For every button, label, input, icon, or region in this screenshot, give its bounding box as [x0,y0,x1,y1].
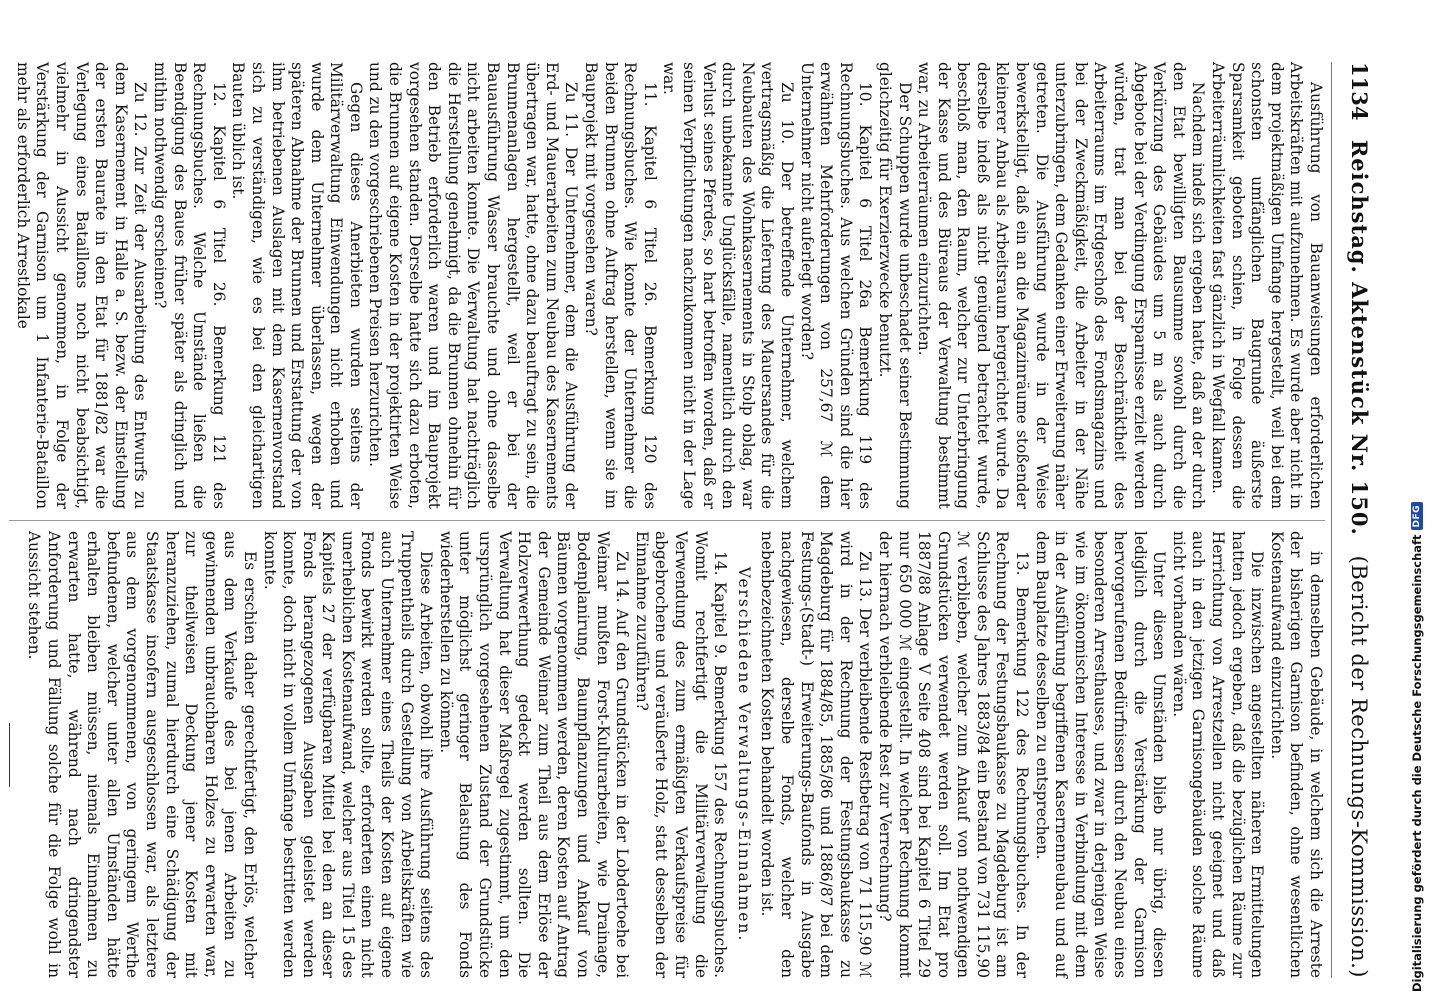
paragraph: Nachdem indeß sich ergeben hatte, daß an der durch den Etat bewilligten Bausumme sowohl durch die Verkürzung des Gebäudes um 5 m als auch durch Abgebote bei der Verdingung Ersparnisse erzielt werden würden, trat man bei der Beschränktheit des Arbeiterraums im Erdgeschoß des Fondsmagazins und bei der Zweckmäßigkeit, die Arbeiter in der Nähe unterzubringen, dem Gedanken einer Erweiterung näher getreten. Die Ausführung wurde in der Weise bewerkstelligt, daß ein an die Magazinräume stoßender kleinerer Anbau als Arbeitsraum hergerichtet wurde. Da derselbe indeß als nicht genügend betrachtet wurde, beschloß man, den Raum, welcher zur Unterbringung der Kasse und des Büreaus der Verwaltung bestimmt war, zu Arbeiterräumen einzurichten. [915,62,1208,510]
banner-text-row [1402,0,1432,1000]
text-columns [9,62,1325,978]
running-title: Reichstag. Aktenstück Nr. 150. [1347,139,1372,536]
digitization-banner [1402,0,1432,1000]
question-answer-item: 11. Kapitel 6 Titel 26. Bemerkung 120 des Rechnungsbuches. Wie konnte der Unternehmer die beiden Brunnen ohne Auftrag herstellen, wenn sie im Bauprojekt mit vorgesehen waren? [582,62,659,509]
left-column [9,62,1325,509]
running-subtitle: (Bericht der Rechnungs-Kommission.) [1347,555,1371,978]
column-divider [9,520,1325,521]
paragraph: in demselben Gebäude, in welchem sich die Arreste der bisherigen Garnison befinden, ohne wesentlichen Kostenaufwand einzurichten. [1267,531,1325,978]
question-answer-item: Es erschien daher gerechtfertigt, den Erlös, welcher aus dem Verkaufe des bei jenen Arbeiten zu gewinnenden unbrauchbaren Holzes zu erwarten war, zur theilweisen Deckung jener Kosten mit heranzuziehen, zumal hierdurch eine Schädigung der Staatskasse insofern ausgeschlossen war, als letztere aus dem vorgenommenen, von geringem Werthe befundenen, welcher unter allen Umständen hätte erhalten bleiben müssen, niemals Einnahmen zu erwarten hatte, während nach dringendster Anforderung und Fällung solche für die Folge wohl in Aussicht stehen. [25,531,259,978]
dfg-logo: DFG [1411,502,1423,531]
paragraph: Unter diesen Umständen blieb nur übrig, diesen lediglich durch die Verstärkung der Garnison hervorgerufenen Bedürfnissen durch den Neubau eines besonderen Arresthauses, und zwar in derjenigen Weise wie im ökonomischen Interesse in Verbindung mit dem in der Ausführung begriffenen Kasernenneubau und auf dem Bauplatze desselben zu entsprechen. [1032,531,1169,978]
banner-text: Digitalisierung gefördert durch die Deutsche Forschungsgemeinschaft [1410,534,1424,992]
question-answer-item: Zu 13. Der verbleibende Restbetrag von 71 115,90 ℳ wird in der Rechnung der Festungsbaukasse zu Magdeburg für 1884/85, 1885/86 und 1886/87 bei dem Festungs-(Stadt-) Erweiterungs-Baufonds in Ausgabe nachgewiesen, derselbe Fonds, welcher den nebenbezeichneten Kosten behandelt worden ist. [758,531,875,978]
question-answer-item: 12. Kapitel 6 Titel 26. Bemerkung 121 des Rechnungsbuches. Welche Umstände ließen die Beendigung des Baues früher später als dringlich und mithin nothwendig erscheinen? [150,62,228,509]
paragraph: Ausführung von Bauanweisungen erforderlichen Arbeitskräften mit aufzunehmen. Es wurde aber nicht in dem projektmäßigen Umfange hergestellt, weil bei dem schonsten umfänglichen Baugrunde äußerste Sparsamkeit geboten schien, in Folge dessen die Arbeiterräumlichkeiten fast gänzlich in Wegfall kamen. [1209,62,1325,509]
page-number: 1134 [1347,62,1372,121]
question-answer-item: Diese Arbeiten, obwohl ihre Ausführung seitens des Truppentheils durch Gestellung von Arbeitskräften wie auch Unternehmer eines Theils der Kosten auf eigene Fonds bewirkt werden sollte, erforderten einen nicht unerheblichen Kostenaufwand, welcher aus Titel 15 des Kapitels 27 der verfügbaren Mittel bei den an dieser Fonds herangezogenen Ausgaben geleistet werden konnte, doch nicht in vollem Umfange bestritten werden konnte. [260,531,436,978]
right-column [9,531,1325,978]
section-heading: Verschiedene Verwaltungs-Einnahmen. [734,566,753,943]
question-answer-item: Zu 14. Auf den Grundstücken in der Lobdertoehe bei Weimar mußten Forst-Kulturarbeiten, wie Drainage, Bodenplanirung, Baumpflanzungen und Ankauf von Bäumen vorgenommen werden, deren Kosten auf Antrag der Gemeinde Weimar zum Theil aus dem Erlöse der Holzverwerthung gedeckt werden sollten. Die Verwaltung hat dieser Maßregel zugestimmt, um den ursprünglich vorgesehenen Zustand der Grundstücke unter möglichst geringer Belastung des Fonds wiederherstellen zu können. [436,531,632,978]
page-header [1331,62,1372,978]
question-answer-item: Gegen dieses Anerbieten wurden seitens der Militärverwaltung Einwendungen nicht erhoben und wurde dem Unternehmer überlassen, wegen der späteren Abnahme der Brunnen und Erstattung der von ihm betriebenen Auslagen mit dem Kasernenvorstand sich zu verständigen, wie es bei den gleichartigen Bauten üblich ist. [229,62,365,509]
question-answer-item: Zu 10. Der betreffende Unternehmer, welchem vertragsmäßig die Lieferung des Mauersandes für die Neubauten des Wohnkasernements in Stolp oblag, war durch unbekannte Unglücksfälle, namentlich durch den Verlust seines Pferdes, so hart betroffen worden, daß er seinen Verpflichtungen nachzukommen nicht in der Lage war. [660,62,796,509]
question-answer-item: 10. Kapitel 6 Titel 26a Bemerkung 119 des Rechnungsbuches. Aus welchen Gründen sind die hier erwähnten Mehrforderungen von 257,67 ℳ dem Unternehmer nicht auferlegt worden? [797,62,875,509]
question-answer-item: 14. Kapitel 9. Bemerkung 157 des Rechnungsbuches. Womit rechtfertigt die Militärverwaltung die Verwendung des zum ermäßigten Verkaufspreise für abgebrochene und veräußerte Holz, statt desselben der Einnahme zuzuführen? [632,531,730,978]
question-answer-item: Zu 12. Zur Zeit der Ausarbeitung des Entwurfs zu dem Kasernement in Halle a. S. bezw. der Einstellung der ersten Baurate in den Etat für 1881/82 war die Verlegung eines Bataillons noch nicht beabsichtigt, vielmehr in Aussicht genommen, in Folge der Verstärkung der Garnison um 1 Infanterie-Bataillon mehr als erforderlich Arrestlokale [13,62,150,509]
end-rule [9,723,10,787]
paragraph: Der Schuppen wurde unbeschadet seiner Bestimmung gleichzeitig für Exerzierzwecke benutzt. [875,62,914,509]
question-answer-item: Zu 11. Der Unternehmer, dem die Ausführung der Erd- und Mauerarbeiten zum Neubau des Kasernements übertragen war, hatte, ohne dazu beauftragt zu sein, die Brunnenanlagen hergestellt, weil er bei der Bauausführung Wasser brauchte und ohne dasselbe nicht arbeiten konnte. Die Verwaltung hat nachträglich die Herstellung genehmigt, da die Brunnen ohnehin für den Betrieb erforderlich waren und im Bauprojekt vorgesehen standen. Derselbe hatte sich dazu erboten, die Brunnen auf eigene Kosten in der projektirten Weise und zu den vorgeschriebenen Preisen herzurichten. [366,62,581,509]
question-answer-item: 13. Bemerkung 122 des Rechnungsbuches. In der Rechnung der Festungsbaukasse zu Magdeburg ist am Schlusse des Jahres 1883/84 ein Bestand von 731 115,90 ℳ verblieben, welcher zum Ankauf von nothwendigen Grundstücken verwendet werden soll. Im Etat pro 1887/88 Anlage V Seite 408 sind bei Kapitel 6 Titel 29 nur 650 000 ℳ eingestellt. In welcher Rechnung kommt der hiernach verbleibende Rest zur Verrechnung? [875,531,1032,978]
paragraph: Die inzwischen angestellten näheren Ermittelungen hatten jedoch ergeben, daß die bezüglichen Räume zur Herrichtung von Arrestzellen nicht geeignet und daß auch in den jetzigen Garnisongebäuden solche Räume nicht vorhanden wären. [1169,531,1267,978]
